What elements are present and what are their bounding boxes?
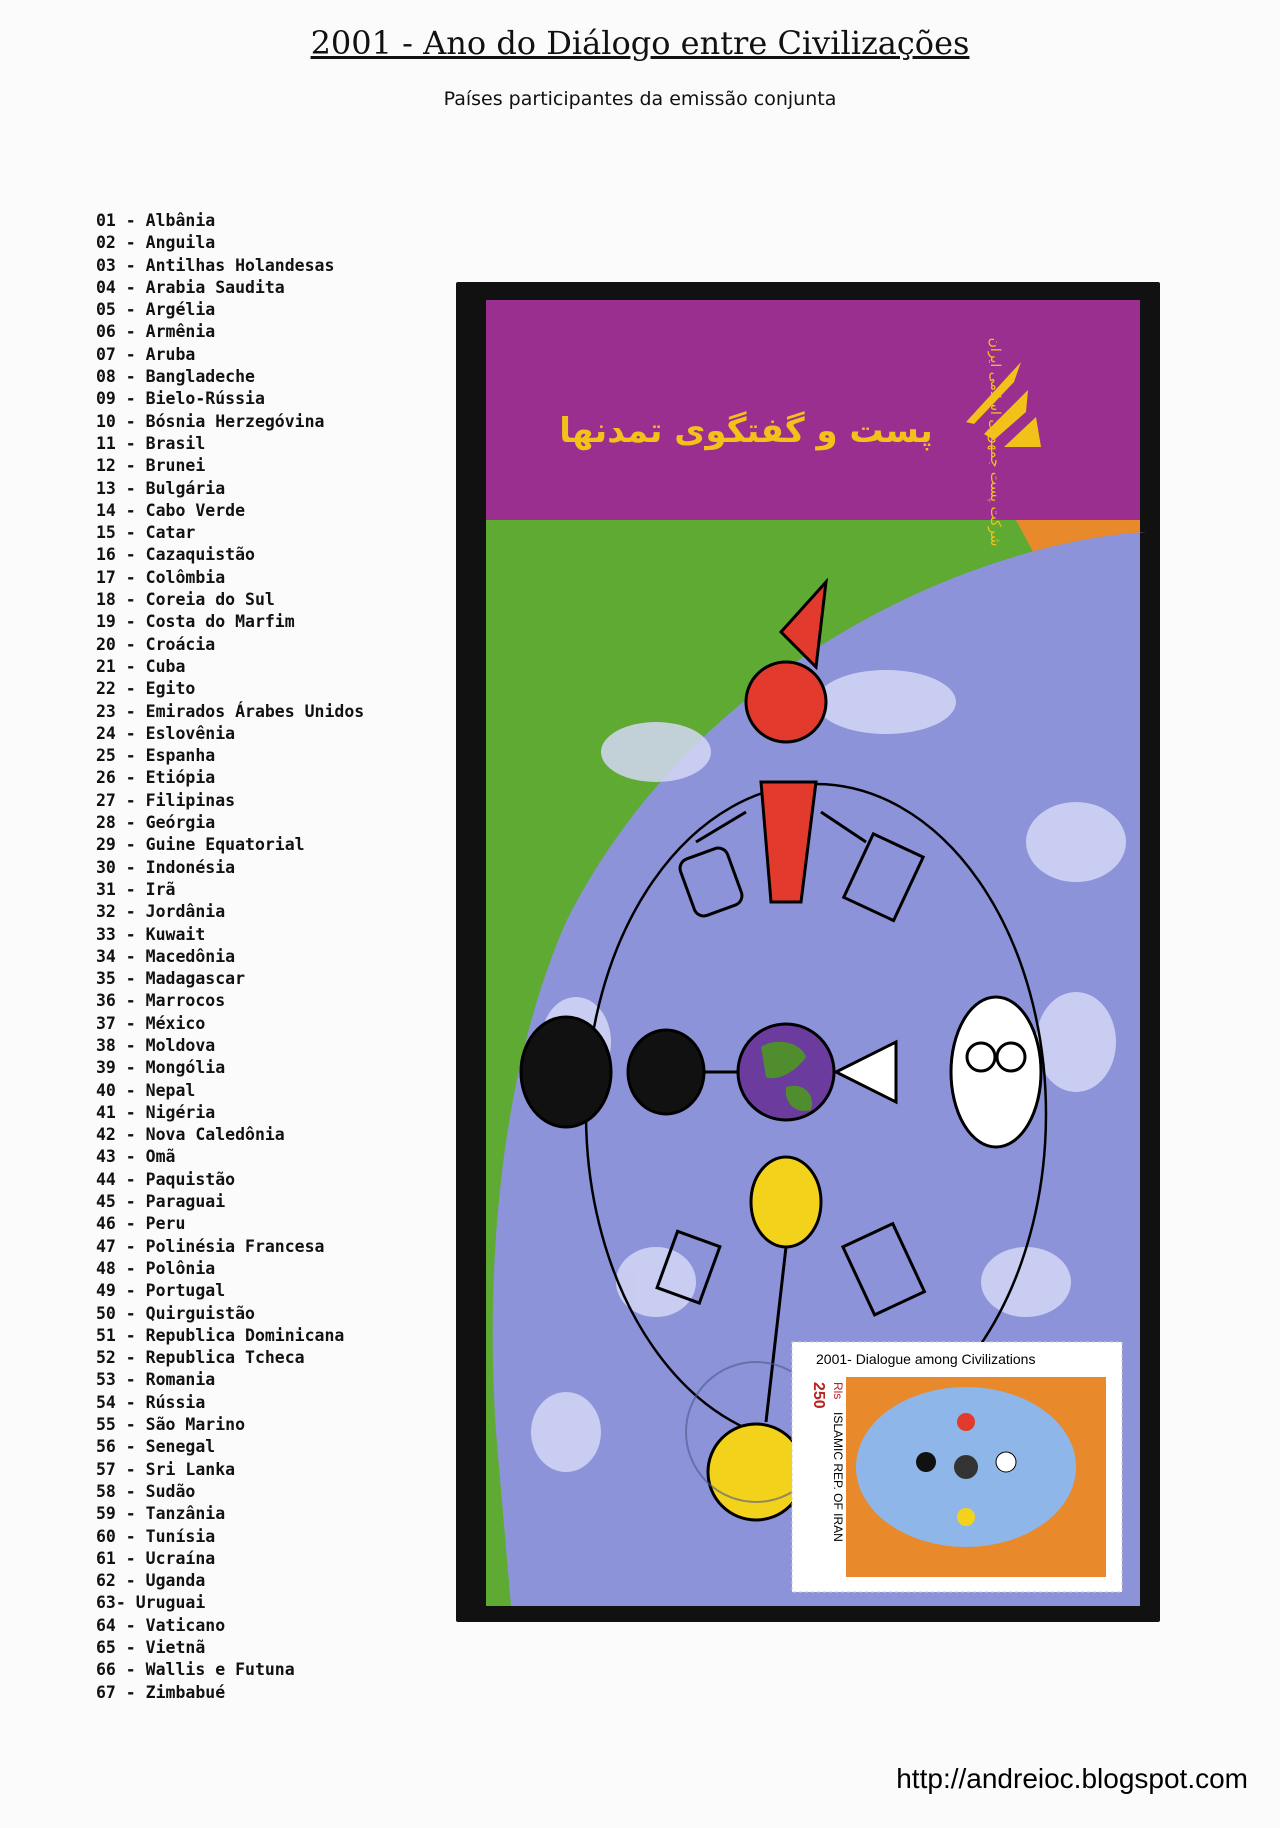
stamp-currency: Rls: [831, 1382, 845, 1400]
maximum-card: [456, 282, 1160, 1622]
country-item: 38 - Moldova: [96, 1035, 216, 1055]
blog-url[interactable]: http://andreioc.blogspot.com: [896, 1763, 1248, 1794]
country-item: 54 - Rússia: [96, 1392, 206, 1412]
country-item: 21 - Cuba: [96, 656, 186, 676]
country-item: 08 - Bangladeche: [96, 367, 255, 387]
country-item: 11 - Brasil: [96, 433, 206, 453]
country-item: 57 - Sri Lanka: [96, 1459, 236, 1479]
country-item: 23 - Emirados Árabes Unidos: [96, 701, 365, 721]
country-item: 56 - Senegal: [96, 1437, 216, 1457]
stamp-country: ISLAMIC REP. OF IRAN: [831, 1412, 845, 1542]
country-list: [96, 210, 364, 1704]
country-item: 20 - Croácia: [96, 634, 216, 654]
country-item: 34 - Macedônia: [96, 946, 236, 966]
country-item: 39 - Mongólia: [96, 1058, 226, 1078]
country-item: 09 - Bielo-Rússia: [96, 389, 265, 409]
country-item: 66 - Wallis e Futuna: [96, 1660, 295, 1680]
country-item: 49 - Portugal: [96, 1281, 226, 1301]
country-item: 24 - Eslovênia: [96, 723, 236, 743]
country-item: 55 - São Marino: [96, 1415, 246, 1435]
country-item: 48 - Polônia: [96, 1258, 216, 1278]
country-item: 50 - Quirguistão: [96, 1303, 255, 1323]
card-illustration: [456, 282, 1160, 1622]
country-item: 63- Uruguai: [96, 1593, 206, 1613]
country-item: 67 - Zimbabué: [96, 1682, 226, 1702]
country-item: 43 - Omã: [96, 1147, 176, 1167]
country-item: 36 - Marrocos: [96, 991, 226, 1011]
country-item: 07 - Aruba: [96, 344, 196, 364]
country-item: 16 - Cazaquistão: [96, 545, 255, 565]
country-item: 44 - Paquistão: [96, 1169, 236, 1189]
country-item: 42 - Nova Caledônia: [96, 1125, 285, 1145]
logo-persian-text: شرکت پست جمهوری اسلامی ایران: [987, 337, 1003, 547]
country-item: 46 - Peru: [96, 1214, 186, 1234]
country-item: 22 - Egito: [96, 679, 196, 699]
country-item: 40 - Nepal: [96, 1080, 196, 1100]
country-item: 28 - Geórgia: [96, 813, 216, 833]
country-item: 13 - Bulgária: [96, 478, 226, 498]
country-item: 52 - Republica Tcheca: [96, 1348, 305, 1368]
country-item: 65 - Vietnã: [96, 1638, 206, 1657]
country-item: 29 - Guine Equatorial: [96, 835, 305, 855]
card-header-band: [486, 300, 1140, 520]
country-item: 12 - Brunei: [96, 456, 206, 476]
country-item: 45 - Paraguai: [96, 1192, 226, 1212]
country-item: 62 - Uganda: [96, 1571, 206, 1591]
country-item: 27 - Filipinas: [96, 790, 236, 810]
country-item: 37 - México: [96, 1013, 206, 1033]
country-item: 02 - Anguila: [96, 233, 216, 253]
country-item: 17 - Colômbia: [96, 567, 226, 587]
country-item: 30 - Indonésia: [96, 857, 236, 877]
country-item: 47 - Polinésia Francesa: [96, 1236, 325, 1256]
postage-stamp: [792, 1342, 1122, 1592]
country-item: 18 - Coreia do Sul: [96, 590, 275, 610]
country-item: 25 - Espanha: [96, 746, 216, 766]
country-item: 60 - Tunísia: [96, 1526, 216, 1546]
country-item: 19 - Costa do Marfim: [96, 612, 295, 632]
country-item: 61 - Ucraína: [96, 1548, 216, 1568]
country-item: 10 - Bósnia Herzegóvina: [96, 411, 325, 431]
card-header-persian: پست و گفتگوی تمدنها: [559, 411, 933, 451]
country-item: 35 - Madagascar: [96, 969, 246, 989]
country-item: 04 - Arabia Saudita: [96, 277, 285, 297]
country-item: 05 - Argélia: [96, 300, 216, 320]
country-item: 15 - Catar: [96, 523, 196, 543]
country-item: 26 - Etiópia: [96, 768, 216, 788]
country-item: 51 - Republica Dominicana: [96, 1325, 345, 1345]
globe-icon: [738, 1024, 834, 1120]
country-item: 14 - Cabo Verde: [96, 500, 246, 520]
country-item: 41 - Nigéria: [96, 1102, 216, 1122]
country-item: 03 - Antilhas Holandesas: [96, 255, 335, 275]
country-item: 53 - Romania: [96, 1370, 216, 1390]
stamp-value: 250: [810, 1382, 827, 1409]
stamp-caption: 2001- Dialogue among Civilizations: [816, 1351, 1036, 1367]
page-title: 2001 - Ano do Diálogo entre Civilizações: [310, 24, 970, 62]
country-item: 31 - Irã: [96, 879, 176, 899]
country-item: 64 - Vaticano: [96, 1615, 226, 1635]
country-item: 01 - Albânia: [96, 211, 216, 230]
country-item: 59 - Tanzânia: [96, 1504, 226, 1524]
country-item: 58 - Sudão: [96, 1481, 196, 1501]
country-item: 33 - Kuwait: [96, 924, 206, 944]
country-item: 32 - Jordânia: [96, 902, 226, 922]
page-subtitle: Países participantes da emissão conjunta: [443, 88, 837, 110]
country-item: 06 - Armênia: [96, 322, 216, 342]
